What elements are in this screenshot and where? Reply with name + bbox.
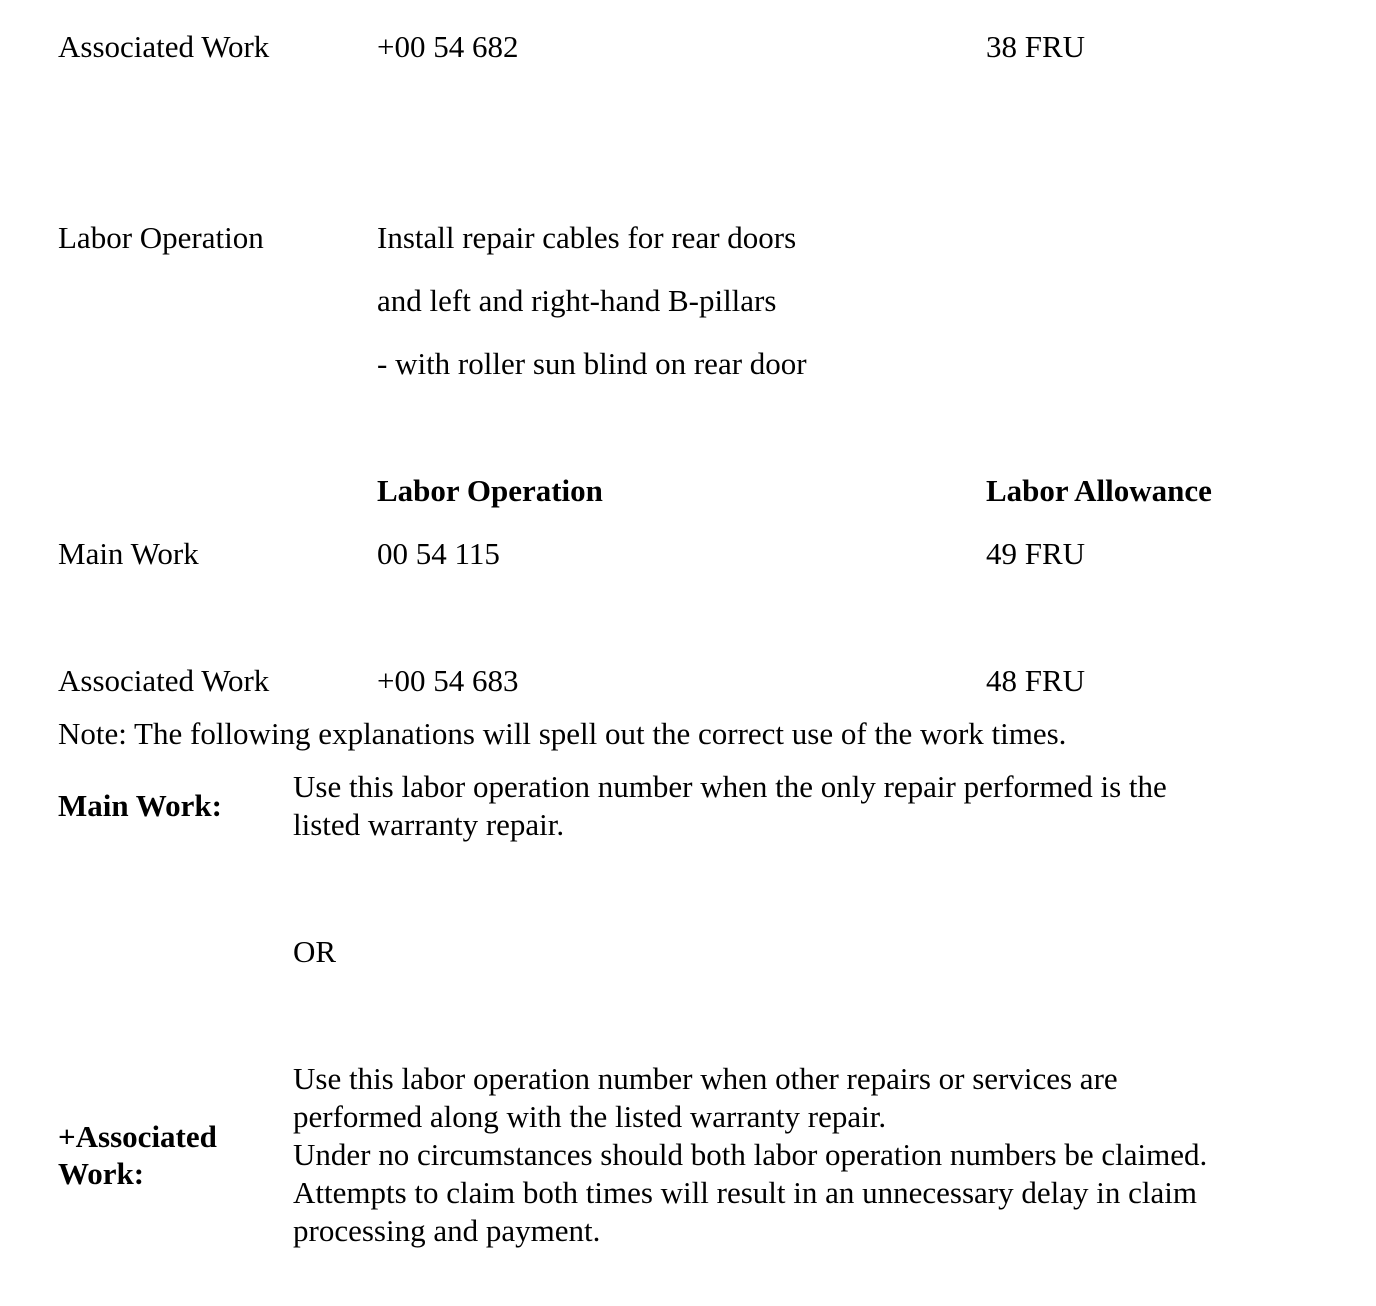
main-work-label: Main Work xyxy=(58,536,199,571)
explanation-main-work-line-1: Use this labor operation number when the only repair performed is the xyxy=(293,769,1167,804)
explanation-main-work-label: Main Work: xyxy=(58,788,222,823)
main-work-code: 00 54 115 xyxy=(377,536,500,571)
explanation-associated-work-label-line-1: +Associated xyxy=(58,1119,217,1154)
explanation-associated-work-line-2: performed along with the listed warranty repair. xyxy=(293,1099,887,1134)
labor-operation-line-1: Install repair cables for rear doors xyxy=(377,220,797,255)
main-work-allowance: 49 FRU xyxy=(986,536,1086,571)
associated-work-code-1: +00 54 682 xyxy=(377,29,519,64)
labor-operation-label: Labor Operation xyxy=(58,220,264,255)
header-labor-operation: Labor Operation xyxy=(377,473,603,508)
associated-work-allowance-2: 48 FRU xyxy=(986,663,1086,698)
header-labor-allowance: Labor Allowance xyxy=(986,473,1212,508)
associated-work-allowance-1: 38 FRU xyxy=(986,29,1086,64)
explanation-associated-work-line-3: Under no circumstances should both labor operation numbers be claimed. xyxy=(293,1137,1208,1172)
associated-work-label-1: Associated Work xyxy=(58,29,270,64)
labor-operation-line-3: - with roller sun blind on rear door xyxy=(377,346,807,381)
note-text: Note: The following explanations will spell out the correct use of the work times. xyxy=(58,716,1067,751)
explanation-associated-work-line-5: processing and payment. xyxy=(293,1213,601,1248)
explanation-associated-work-label-line-2: Work: xyxy=(58,1156,145,1191)
explanation-associated-work-line-4: Attempts to claim both times will result in an unnecessary delay in claim xyxy=(293,1175,1197,1210)
or-separator: OR xyxy=(293,934,337,969)
associated-work-code-2: +00 54 683 xyxy=(377,663,519,698)
explanation-associated-work-line-1: Use this labor operation number when other repairs or services are xyxy=(293,1061,1118,1096)
explanation-main-work-line-2: listed warranty repair. xyxy=(293,807,565,842)
associated-work-label-2: Associated Work xyxy=(58,663,270,698)
labor-operation-line-2: and left and right-hand B-pillars xyxy=(377,283,777,318)
